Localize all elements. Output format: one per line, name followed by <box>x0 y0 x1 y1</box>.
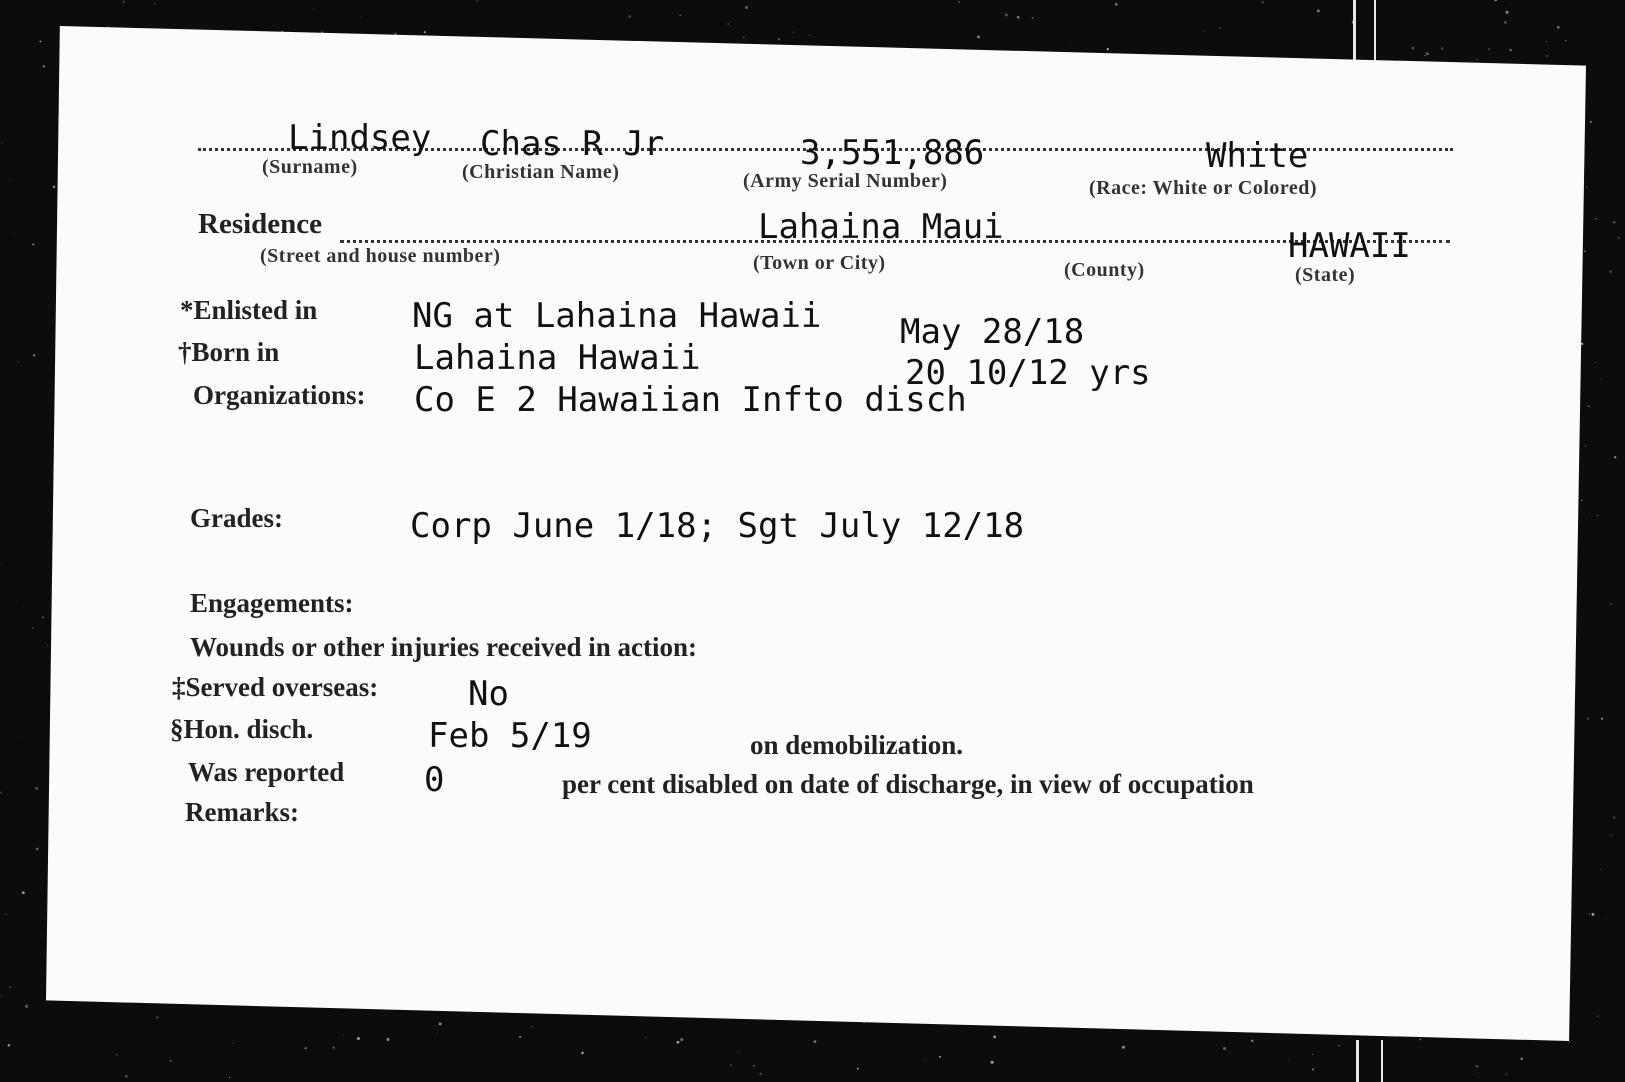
discharge-label: §Hon. disch. <box>170 714 314 744</box>
wounds-label: Wounds or other injuries received in action: <box>190 632 698 662</box>
served-overseas-label: ‡Served overseas: <box>172 672 379 702</box>
race-value: White <box>1206 136 1309 176</box>
enlisted-date: May 28/18 <box>900 312 1085 352</box>
serial-number-caption: (Army Serial Number) <box>743 170 948 192</box>
grades-label: Grades: <box>190 503 283 533</box>
surname-value: Lindsey <box>288 118 432 158</box>
christian-name-value: Chas R Jr <box>480 124 665 164</box>
born-value: Lahaina Hawaii <box>414 338 701 378</box>
residence-label: Residence <box>198 208 323 240</box>
born-label: †Born in <box>178 337 280 367</box>
surname-caption: (Surname) <box>262 156 358 178</box>
serial-number-value: 3,551,886 <box>800 133 985 173</box>
town-caption: (Town or City) <box>753 252 886 274</box>
film-scratch <box>1356 1040 1359 1082</box>
discharge-date: Feb 5/19 <box>428 716 592 756</box>
disability-text: per cent disabled on date of discharge, in view of occupation <box>562 769 1254 799</box>
town-value: Lahaina Maui <box>758 207 1004 247</box>
discharge-reason: on demobilization. <box>750 730 964 760</box>
organizations-value: Co E 2 Hawaiian Infto disch <box>414 380 967 420</box>
organizations-label: Organizations: <box>193 380 366 410</box>
state-caption: (State) <box>1295 264 1356 286</box>
served-overseas-value: No <box>468 674 509 714</box>
disability-value: 0 <box>424 760 445 800</box>
film-scratch <box>1353 0 1356 62</box>
grades-value: Corp June 1/18; Sgt July 12/18 <box>410 506 1025 546</box>
enlisted-label: *Enlisted in <box>180 295 318 325</box>
age-value: 20 10/12 yrs <box>905 353 1151 393</box>
remarks-label: Remarks: <box>185 797 299 827</box>
state-value: HAWAII <box>1288 226 1411 266</box>
county-caption: (County) <box>1064 259 1145 281</box>
film-scratch <box>1374 0 1376 62</box>
film-scratch <box>1381 1040 1383 1082</box>
street-caption: (Street and house number) <box>260 245 501 267</box>
engagements-label: Engagements: <box>190 588 354 618</box>
enlisted-value: NG at Lahaina Hawaii <box>412 296 822 336</box>
disability-label: Was reported <box>188 757 345 787</box>
christian-name-caption: (Christian Name) <box>462 161 620 183</box>
race-caption: (Race: White or Colored) <box>1089 177 1318 199</box>
